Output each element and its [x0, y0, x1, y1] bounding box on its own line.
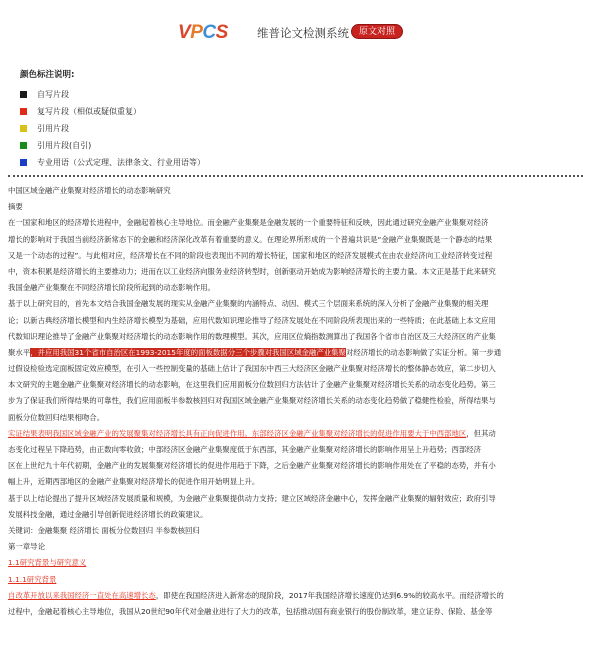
vpcs-logo: VPCS: [178, 22, 228, 43]
text-line: 我国金融产业集聚在不同经济增长阶段所起到的动态影响作用。: [8, 283, 215, 293]
text-line: 论；以新古典经济增长模型和内生经济增长模型为基础，应用代数知识理论推导了经济发展处在不同阶段所表现出来的一些特质；在此基础上本文应用: [8, 315, 496, 325]
text-line: 面板分位数回归结果相吻合。: [8, 412, 105, 422]
text-line: 发展科技金融，通过金融引导创新促进经济增长的政策建议。: [8, 509, 208, 519]
text-line: 过程中，金融起着核心主导地位，我国从20世纪90年代对金融业进行了大力的改革，包括推动国有商业银行的股份制改革，建立证券、保险、基金等: [8, 606, 493, 616]
text-line: 幅上升，近期西部地区的金融产业集聚对经济增长的促进作用开始明显上升。: [8, 477, 260, 487]
legend-item-terminology: 专业用语（公式定理、法律条文、行业用语等）: [20, 154, 205, 171]
chapter-heading: 第一章导论: [8, 542, 45, 552]
dotted-divider: [8, 175, 583, 177]
duplicate-fragment[interactable]: 实证结果表明我国区域金融产业的发展聚集对经济增长具有正向促进作用。东部经济区金融产业集聚对经济增长的促进作用要大于中西部地区: [8, 428, 467, 438]
abstract-heading: 摘要: [8, 202, 23, 212]
legend-item-self-quote: 引用片段(自引): [20, 137, 205, 154]
report-header: [0, 0, 591, 60]
document-title: 中国区域金融产业集聚对经济增长的动态影响研究: [8, 186, 171, 195]
green-swatch-icon: [20, 142, 27, 149]
keywords-line: 关键词：金融集聚 经济增长 面板分位数回归 半参数核回归: [8, 525, 200, 535]
text-line: 态变化过程呈下降趋势，由正数向零收敛；中部经济区金融产业集聚度低于东西部，其金融产业集聚对经济增长的影响作用呈上升趋势；西部经济: [8, 445, 482, 454]
legend-item-duplicate: 复写片段（相似或疑似重复）: [20, 103, 205, 120]
text-line: 实证结果表明我国区域金融产业的发展聚集对经济增长具有正向促进作用。东部经济区金融产业集聚对经济增长的促进作用要大于中西部地区，但其动: [8, 428, 496, 438]
compare-original-button[interactable]: 原文对照: [351, 24, 403, 39]
text-line: 基于以上研究目的，首先本文结合我国金融发展的现实从金融产业集聚的内涵特点、动因、模式三个层面来系统的深入分析了金融产业集聚的相关理: [8, 299, 489, 309]
text-line: 在一国家和地区的经济增长进程中，金融起着核心主导地位。而金融产业集聚是金融发展的一个重要特征和反映，因此通过研究金融产业集聚对经济: [8, 218, 489, 228]
section-heading[interactable]: 1.1研究背景与研究意义: [8, 558, 87, 568]
text-line: 区在上世纪九十年代初期，金融产业的发展集聚对经济增长的促进作用趋于下降，之后金融产业集聚对经济增长的影响作用处在了平稳的态势，并有小: [8, 461, 496, 471]
legend-title: 颜色标注说明:: [20, 70, 75, 80]
text-line: 中，资本积累是经济增长的主要推动力；进而在以工业经济向服务业经济转型时，创新驱动开始成为影响经济增长的主要力量。本文正是基于此来研究: [8, 266, 496, 276]
legend-item-quote: 引用片段: [20, 120, 205, 137]
black-swatch-icon: [20, 91, 27, 98]
text-line: 又是一个动态的过程”。与此相对应，经济增长在不同的阶段也表现出不同的增长特征，国家和地区的经济发展模式在由农业经济向工业经济转变过程: [8, 250, 493, 260]
yellow-swatch-icon: [20, 125, 27, 132]
text-line: 代数知识理论推导了金融产业集聚对经济增长的动态影响作用的数理模型。其次，应用区位熵指数测算出了我国各个省市自治区及三大经济区的产业集: [8, 331, 496, 341]
red-swatch-icon: [20, 108, 27, 115]
text-line: 基于以上结论提出了提升区域经济发展质量和规模，为金融产业集聚提供动力支持；建立区域经济金融中心，发挥金融产业集聚的辐射效应；政府引导: [8, 493, 496, 503]
duplicate-highlight[interactable]: ，并应用我国31个省市自治区在1993-2015年度的面板数据分三个步骤对我国区域金融产业集聚: [30, 347, 346, 357]
system-title: 维普论文检测系统: [257, 26, 349, 40]
color-legend: [14, 68, 205, 171]
duplicate-fragment[interactable]: 自改革开放以来我国经济一直处在高速增长态: [8, 590, 156, 600]
text-line: 增长的影响对于我国当前经济新常态下的金融和经济深化改革有着重要的意义。在理论界所形成的一个普遍共识是“金融产业集聚既是一个静态的结果: [8, 234, 493, 244]
text-line: 本文研究的主题金融产业集聚对经济增长的动态影响，在这里我们应用面板分位数回归方法估计了金融产业集聚对经济增长关系的动态变化趋势。第三: [8, 380, 496, 390]
legend-item-self-written: 自写片段: [20, 86, 205, 103]
subsection-heading[interactable]: 1.1.1研究背景: [8, 574, 57, 584]
text-line: 步为了保证我们所得结果的可靠性，我们应用面板半参数核回归对我国区域金融产业集聚对经济增长关系的动态变化趋势做了稳健性检验，所得结果与: [8, 396, 496, 406]
blue-swatch-icon: [20, 159, 27, 166]
document-body: [8, 183, 584, 620]
text-line: 过假设检验选定面板固定效应模型，在引入一些控制变量的基础上估计了我国东中西三大经济区金融产业集聚对经济增长的整体静态效应，第二步切入: [8, 364, 496, 374]
text-line: 聚水平，并应用我国31个省市自治区在1993-2015年度的面板数据分三个步骤对我国区域金融产业集聚对经济增长的动态影响做了实证分析。第一步通: [8, 347, 502, 357]
text-line: 自改革开放以来我国经济一直处在高速增长态，即使在我国经济进入新常态的现阶段，2017年我国经济增长速度仍达到6.9%的较高水平。而经济增长的: [8, 590, 504, 600]
